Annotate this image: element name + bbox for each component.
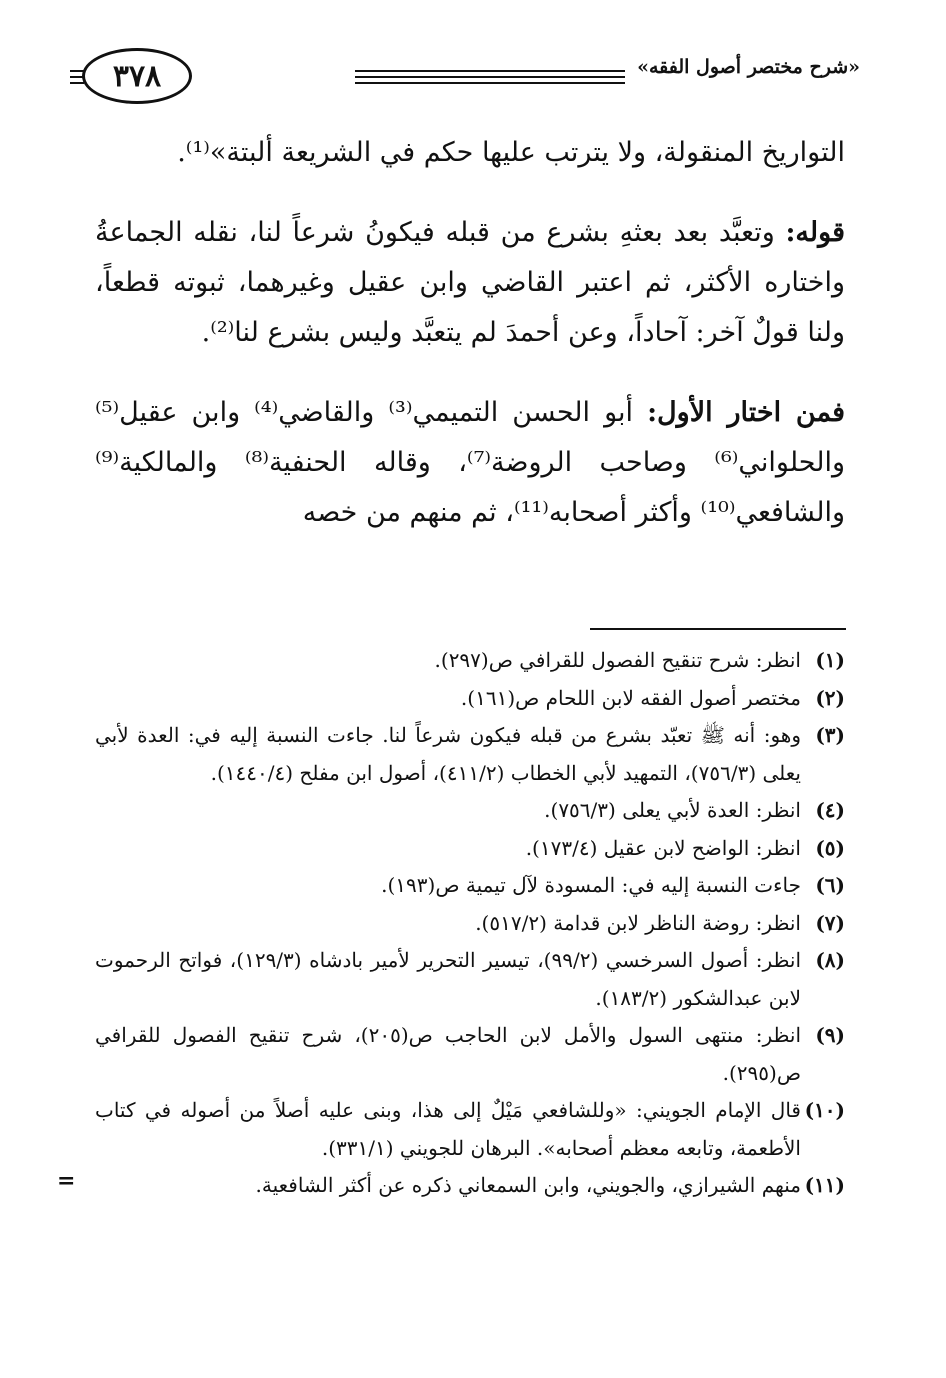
footnote-text: جاءت النسبة إليه في: المسودة لآل تيمية ص(١٩٣). (381, 873, 801, 897)
footnote-number: (١) (815, 648, 845, 672)
footnote (95, 680, 845, 718)
footnote-text: مختصر أصول الفقه لابن اللحام ص(١٦١). (460, 685, 801, 710)
header-rule (70, 82, 84, 84)
footnote (95, 942, 845, 1017)
footnote (95, 830, 845, 868)
footnote-text: منهم الشيرازي، والجويني، وابن السمعاني ذكره عن أكثر الشافعية. (255, 1173, 801, 1197)
footnote-text: انظر: أصول السرخسي (٩٩/٢)، تيسير التحرير لأمير بادشاه (١٢٩/٣)، فواتح الرحموت لابن عبدالشكور (١٨٣/٢). (95, 948, 802, 1010)
footnote-number: (٧) (815, 910, 845, 935)
footnote-text: قال الإمام الجويني: «وللشافعي مَيْلٌ إلى هذا، وبنى عليه أصلاً من أصوله في كتاب الأطعمة، وتابعه معظم أصحابه». البرهان للجويني (٣٣١/١). (95, 1098, 801, 1160)
footnote (95, 905, 845, 943)
footnote (95, 717, 845, 792)
footnote (95, 1092, 845, 1167)
footnote-text: انظر: الواضح لابن عقيل (١٧٣/٤). (525, 835, 801, 860)
paragraph (95, 388, 845, 538)
footnote (57, 1167, 845, 1205)
header-rule (355, 82, 625, 84)
paragraph-lead: فمن اختار الأول: (647, 397, 845, 428)
footnotes (57, 642, 845, 1205)
header-rule (355, 70, 625, 72)
paragraph-text: أبو الحسن التميمي⁽³⁾ والقاضي⁽⁴⁾ وابن عقيل⁽⁵⁾ والحلواني⁽⁶⁾ وصاحب الروضة⁽⁷⁾، وقاله الحنفية⁽⁸⁾ والمالكية⁽⁹⁾ والشافعي⁽¹⁰⁾ وأكثر أصحابه⁽¹¹⁾، ثم منهم من خصه (95, 397, 845, 528)
book-title: «شرح مختصر أصول الفقه» (637, 56, 860, 78)
continuation-mark: = (57, 1168, 76, 1194)
page-number: ٣٧٨ (82, 48, 192, 104)
paragraph-text: التواريخ المنقولة، ولا يترتب عليها حكم في الشريعة ألبتة»⁽¹⁾. (177, 137, 845, 168)
footnote-number: (٣) (815, 723, 845, 747)
paragraph (95, 208, 845, 358)
footnote-number: (٦) (815, 873, 845, 897)
footnote (95, 642, 845, 680)
footnote-text: انظر: منتهى السول والأمل لابن الحاجب ص(٢٠٥)، شرح تنقيح الفصول للقرافي ص(٢٩٥). (95, 1023, 802, 1085)
footnote-text: انظر: شرح تنقيح الفصول للقرافي ص(٢٩٧). (434, 648, 801, 672)
footnote-number: (٤) (815, 798, 845, 822)
paragraph-text: وتعبَّد بعد بعثهِ بشرع من قبله فيكونُ شرعاً لنا، نقله الجماعةُ واختاره الأكثر، ثم اعتبر القاضي وابن عقيل وغيرهما، ثبوته قطعاً، ولنا قولٌ آخر: آحاداً، وعن أحمدَ لم يتعبَّد وليس بشرع لنا⁽²⁾. (95, 217, 845, 348)
footnote-number: (٨) (815, 948, 845, 972)
footnote-text: انظر: روضة الناظر لابن قدامة (٥١٧/٢). (475, 910, 801, 935)
main-text (95, 128, 845, 568)
footnote-text: انظر: العدة لأبي يعلى (٧٥٦/٣). (544, 798, 801, 822)
header-rule (355, 76, 625, 78)
footnote-number: (٩) (815, 1023, 845, 1047)
footnote (95, 792, 845, 830)
footnote (95, 1017, 845, 1092)
paragraph-lead: قوله: (785, 217, 845, 248)
page-header (70, 40, 860, 110)
footnote-number: (٥) (815, 835, 845, 860)
paragraph (95, 128, 845, 178)
footnote-number: (١١) (804, 1173, 845, 1197)
footnote (95, 867, 845, 905)
footnote-number: (٢) (815, 685, 845, 710)
footnote-text: وهو: أنه ﷺ تعبّد بشرع من قبله فيكون شرعاً لنا. جاءت النسبة إليه في: العدة لأبي يعلى (٧٥٦/٣)، التمهيد لأبي الخطاب (٤١١/٢)، أصول ابن مفلح (١٤٤٠/٤). (95, 723, 801, 785)
footnote-number: (١٠) (804, 1098, 845, 1122)
footnote-separator (590, 628, 846, 630)
